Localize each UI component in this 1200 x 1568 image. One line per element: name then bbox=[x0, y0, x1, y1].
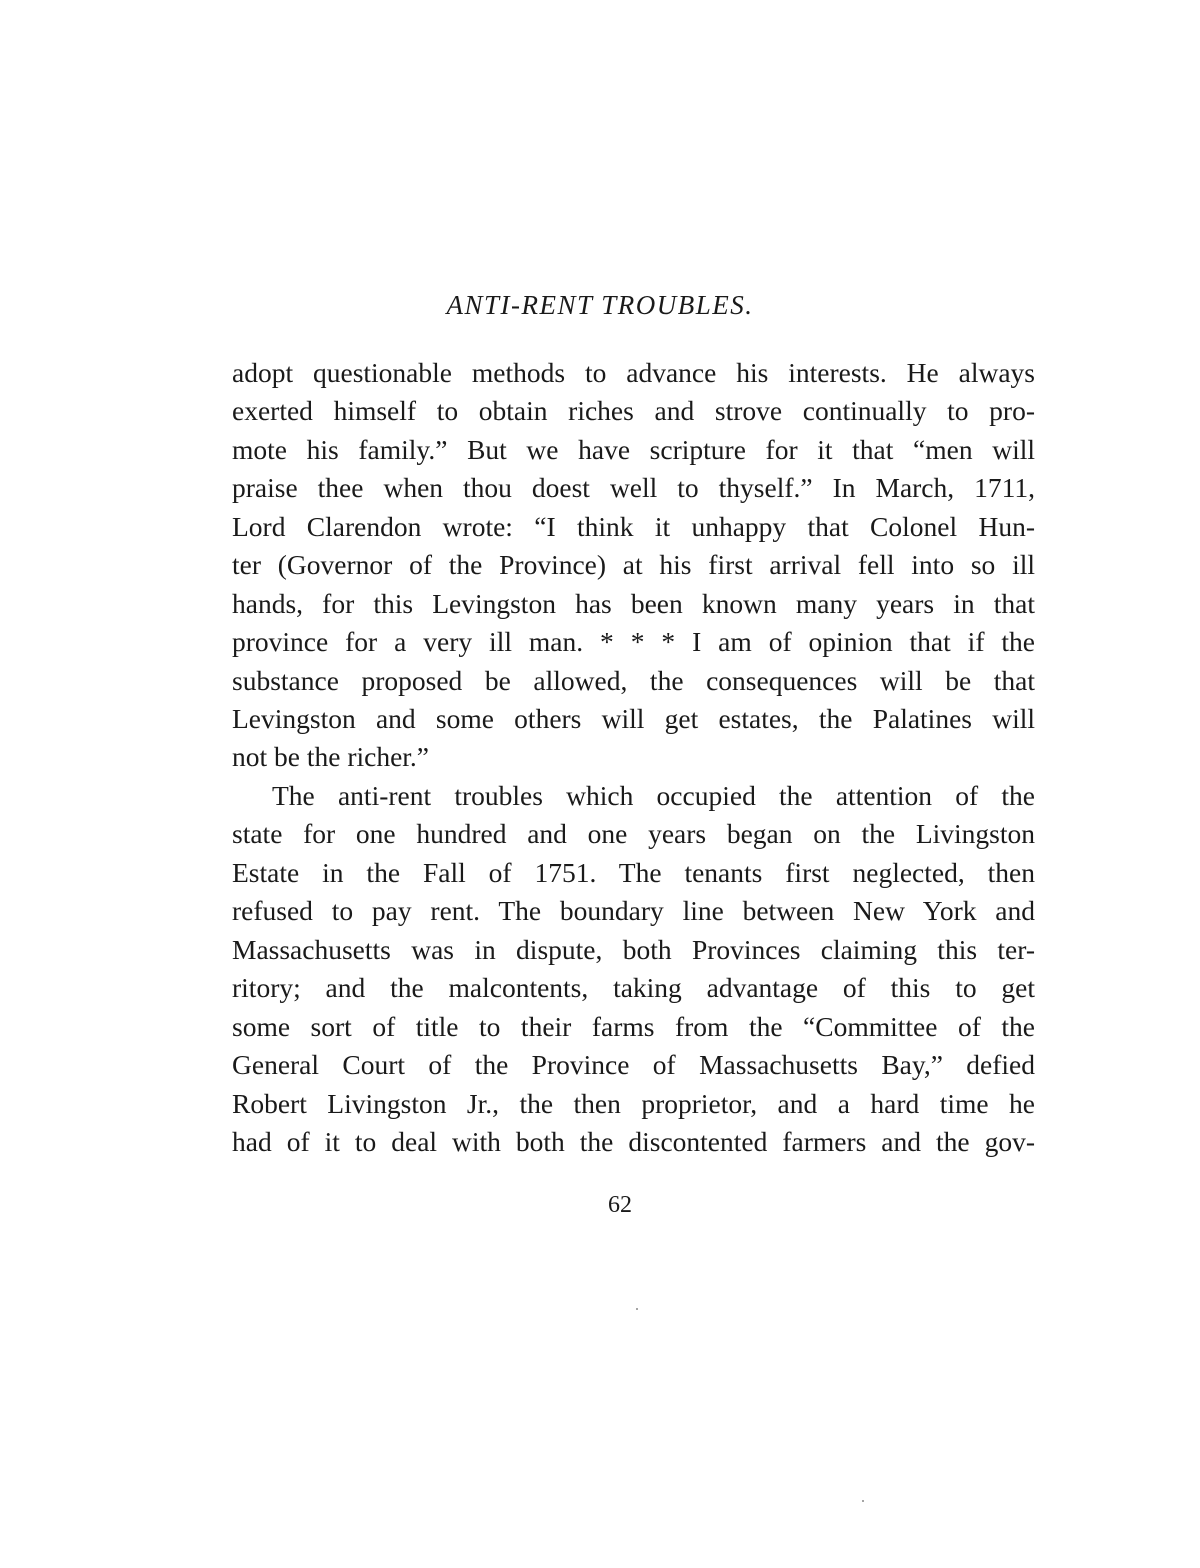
text-line: refused to pay rent. The boundary line between New York and bbox=[232, 895, 1035, 926]
text-line: ter (Governor of the Province) at his first arrival fell into so ill bbox=[232, 549, 1035, 580]
text-line: province for a very ill man. * * * I am of opinion that if the bbox=[232, 626, 1035, 657]
text-line: Estate in the Fall of 1751. The tenants first neglected, then bbox=[232, 857, 1035, 888]
text-line: Lord Clarendon wrote: “I think it unhappy that Colonel Hun- bbox=[232, 511, 1035, 542]
page-number: 62 bbox=[608, 1192, 632, 1218]
text-line: General Court of the Province of Massachusetts Bay,” defied bbox=[232, 1049, 1035, 1080]
text-line: Massachusetts was in dispute, both Provinces claiming this ter- bbox=[232, 934, 1035, 965]
text-line: exerted himself to obtain riches and strove continually to pro- bbox=[232, 395, 1035, 426]
text-line: adopt questionable methods to advance his interests. He always bbox=[232, 357, 1035, 388]
text-line: mote his family.” But we have scripture for it that “men will bbox=[232, 434, 1035, 465]
text-line: had of it to deal with both the discontented farmers and the gov- bbox=[232, 1126, 1035, 1157]
running-head: ANTI-RENT TROUBLES. bbox=[446, 290, 754, 320]
text-line: state for one hundred and one years began on the Livingston bbox=[232, 818, 1035, 849]
scan-speck bbox=[862, 1500, 864, 1502]
text-line: hands, for this Levingston has been known many years in that bbox=[232, 588, 1035, 619]
text-line: praise thee when thou doest well to thyself.” In March, 1711, bbox=[232, 472, 1035, 503]
text-line: not be the richer.” bbox=[232, 741, 429, 772]
text-line: some sort of title to their farms from the “Committee of the bbox=[232, 1011, 1035, 1042]
text-line: Levingston and some others will get estates, the Palatines will bbox=[232, 703, 1035, 734]
text-line: Robert Livingston Jr., the then proprietor, and a hard time he bbox=[232, 1088, 1035, 1119]
scan-speck bbox=[636, 1308, 638, 1310]
text-line: ritory; and the malcontents, taking advantage of this to get bbox=[232, 972, 1035, 1003]
text-line: The anti-rent troubles which occupied the attention of the bbox=[272, 780, 1035, 811]
text-line: substance proposed be allowed, the consequences will be that bbox=[232, 665, 1035, 696]
